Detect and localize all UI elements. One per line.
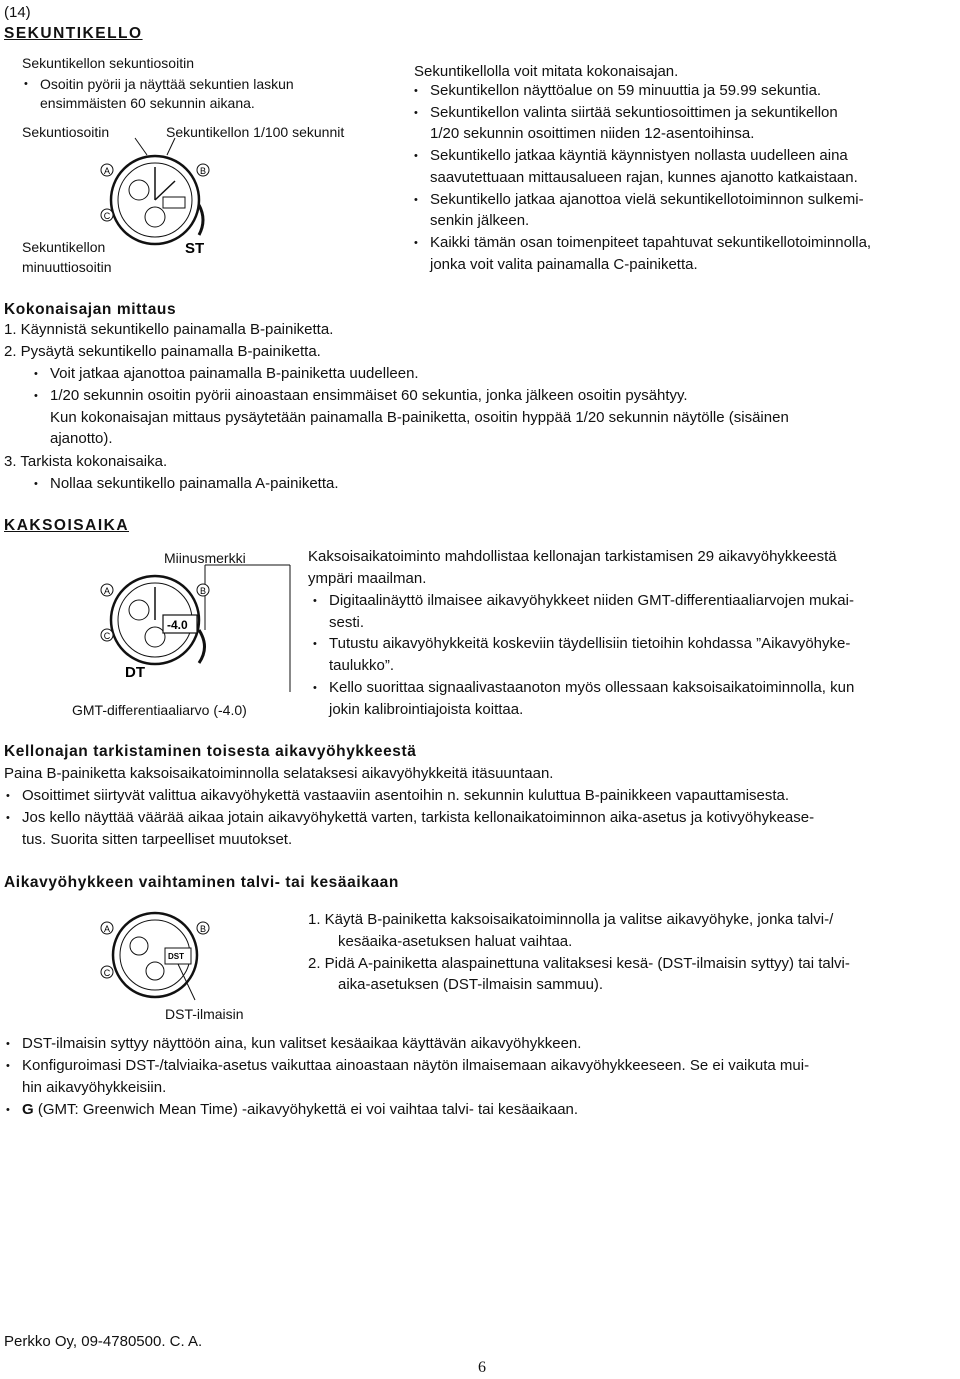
button-a-label: A [103,586,111,596]
page-header: (14) [4,4,31,21]
fig1-label-hundredths: Sekuntikellon 1/100 sekunnit [166,124,345,140]
check-bullet: • Osoittimet siirtyvät valittua aikavyöhykettä vastaaviin asentoihin n. sekunnin kuluttua B-painikkeen vapauttamisesta. [22,786,789,806]
dualtime-bullet: • Kello suorittaa signaalivastaanoton myös ollessaan kaksoisaikatoiminnolla, kun [329,678,854,698]
fig1-caption-bullet: • Osoitin pyörii ja näyttää sekuntien laskun [40,74,294,94]
step-3: 3. Tarkista kokonaisaika. [4,453,168,470]
dst-step-2: 2. Pidä A-painiketta alaspainettuna valitaksesi kesä- (DST-ilmaisin syttyy) tai talvi- [308,955,850,972]
fig2-label-minus: Miinusmerkki [164,550,246,566]
watch-figure-dst [95,900,235,1010]
watch-figure-dualtime [95,555,295,700]
stopwatch-bullet: • Sekuntikello jatkaa ajanottoa vielä sekuntikellotoiminnon sulkemi- [430,190,864,210]
stopwatch-bullet: • Sekuntikellon näyttöalue on 59 minuuttia ja 59.99 sekuntia. [430,81,821,101]
step-2-bullet: • 1/20 sekunnin osoitin pyörii ainoastaan ensimmäiset 60 sekuntia, jonka jälkeen osoitin pysähtyy. [50,386,688,406]
watch-figure-stopwatch [95,135,215,265]
stopwatch-intro: Sekuntikellolla voit mitata kokonaisajan. [414,63,679,80]
step-2-bullet-cont: Kun kokonaisajan mittaus pysäytetään painamalla B-painiketta, osoitin hyppää 1/20 sekunnin näytölle (sisäinen [50,409,789,426]
fig1-label-minutes-1: Sekuntikellon [22,239,106,255]
lcd-indicator: ST [185,240,205,257]
leader-line [167,138,175,155]
section-title-vaihtaminen: Aikavyöhykkeen vaihtaminen talvi- tai kesäaikaan [4,874,399,891]
stopwatch-bullet-cont: 1/20 sekunnin osoittimen niiden 12-asentoihinsa. [430,125,755,142]
button-b-label: B [199,924,207,934]
leader-line [135,138,147,155]
fig1-label-minutes-2: minuuttiosoitin [22,259,112,275]
fig1-label-seconds-hand: Sekuntiosoitin [22,124,110,140]
check-intro: Paina B-painiketta kaksoisaikatoiminnolla selataksesi aikavyöhykkeitä itäsuuntaan. [4,765,554,782]
lcd-value: -4.0 [167,618,188,632]
dualtime-bullet: • Digitaalinäyttö ilmaisee aikavyöhykkeet niiden GMT-differentiaaliarvojen mukai- [329,591,854,611]
check-bullet-cont: tus. Suorita sitten tarpeelliset muutokset. [22,831,293,848]
step-2-bullet: • Voit jatkaa ajanottoa painamalla B-painiketta uudelleen. [50,364,419,384]
dst-bullet: • Konfiguroimasi DST-/talviaika-asetus vaikuttaa ainoastaan näytön ilmaisemaan aikavyöhykkeeseen. Se ei vaikuta mui- [22,1056,809,1076]
step-3-bullet: • Nollaa sekuntikello painamalla A-painiketta. [50,474,339,494]
dualtime-bullet: • Tutustu aikavyöhykkeitä koskeviin täydellisiin tietoihin kohdassa ”Aikavyöhyke- [329,634,850,654]
gmt-glyph: G [22,1101,34,1118]
button-c-label: C [103,631,111,641]
dst-step-1-cont: kesäaika-asetuksen haluat vaihtaa. [338,933,573,950]
step-2: 2. Pysäytä sekuntikello painamalla B-painiketta. [4,343,321,360]
dst-step-1: 1. Käytä B-painiketta kaksoisaikatoiminnolla ja valitse aikavyöhyke, jonka talvi-/ [308,911,834,928]
step-1: 1. Käynnistä sekuntikello painamalla B-painiketta. [4,321,334,338]
fig1-caption: Sekuntikellon sekuntiosoitin [22,55,194,71]
section-title-tarkistaminen: Kellonajan tarkistaminen toisesta aikavyöhykkeestä [4,743,417,760]
stopwatch-bullet-cont: saavutettuaan mittausalueen rajan, kunnes ajanotto katkaistaan. [430,169,858,186]
lcd-dst: DST [168,952,184,961]
step-2-bullet-cont: ajanotto). [50,430,113,447]
stopwatch-bullet: • Kaikki tämän osan toimenpiteet tapahtuvat sekuntikellotoiminnolla, [430,233,871,253]
button-c-label: C [103,211,111,221]
dualtime-intro: Kaksoisaikatoiminto mahdollistaa kellonajan tarkistamisen 29 aikavyöhykkeestä [308,548,837,565]
arrow-icon [199,205,203,235]
dst-step-2-cont: aika-asetuksen (DST-ilmaisin sammuu). [338,976,604,993]
lcd-indicator: DT [125,664,145,681]
dualtime-bullet-cont: sesti. [329,614,365,631]
dst-bullet: • DST-ilmaisin syttyy näyttöön aina, kun valitset kesäaikaa käyttävän aikavyöhykkeen. [22,1034,581,1054]
button-c-label: C [103,968,111,978]
lcd-window [163,197,185,208]
button-a-label: A [103,166,111,176]
fig1-caption-bullet-cont: ensimmäisten 60 sekunnin aikana. [40,95,255,111]
page-number: 6 [478,1359,486,1376]
fig2-label-gmt: GMT-differentiaaliarvo (-4.0) [72,702,247,718]
stopwatch-bullet-cont: senkin jälkeen. [430,212,530,229]
dst-bullet-gmt [22,1100,578,1120]
section-title-kokonaisaika: Kokonaisajan mittaus [4,301,177,318]
stopwatch-bullet: • Sekuntikello jatkaa käyntiä käynnistyen nollasta uudelleen aina [430,146,848,166]
footer-company: Perkko Oy, 09-4780500. C. A. [4,1333,203,1350]
fig3-label-dst: DST-ilmaisin [165,1006,244,1022]
dst-bullet-gmt-text: (GMT: Greenwich Mean Time) -aikavyöhykettä ei voi vaihtaa talvi- tai kesäaikaan. [37,1101,579,1118]
section-title-kaksoisaika: KAKSOISAIKA [4,517,130,534]
dualtime-bullet-cont: jokin kalibrointiajoista koittaa. [329,701,524,718]
dualtime-bullet-cont: taulukko”. [329,657,395,674]
check-bullet: • Jos kello näyttää väärää aikaa jotain aikavyöhykettä varten, tarkista kellonaikatoiminnon aika-asetus ja kotivyöhykease- [22,808,814,828]
section-title-sekuntikello: SEKUNTIKELLO [4,25,143,42]
button-b-label: B [199,586,207,596]
button-a-label: A [103,924,111,934]
arrow-icon [199,630,205,663]
button-b-label: B [199,166,207,176]
stopwatch-bullet: • Sekuntikellon valinta siirtää sekuntiosoittimen ja sekuntikellon [430,103,838,123]
dst-bullet-cont: hin aikavyöhykkeisiin. [22,1079,167,1096]
stopwatch-bullet-cont: jonka voit valita painamalla C-painiketta. [430,256,698,273]
dualtime-intro-cont: ympäri maailman. [308,570,427,587]
